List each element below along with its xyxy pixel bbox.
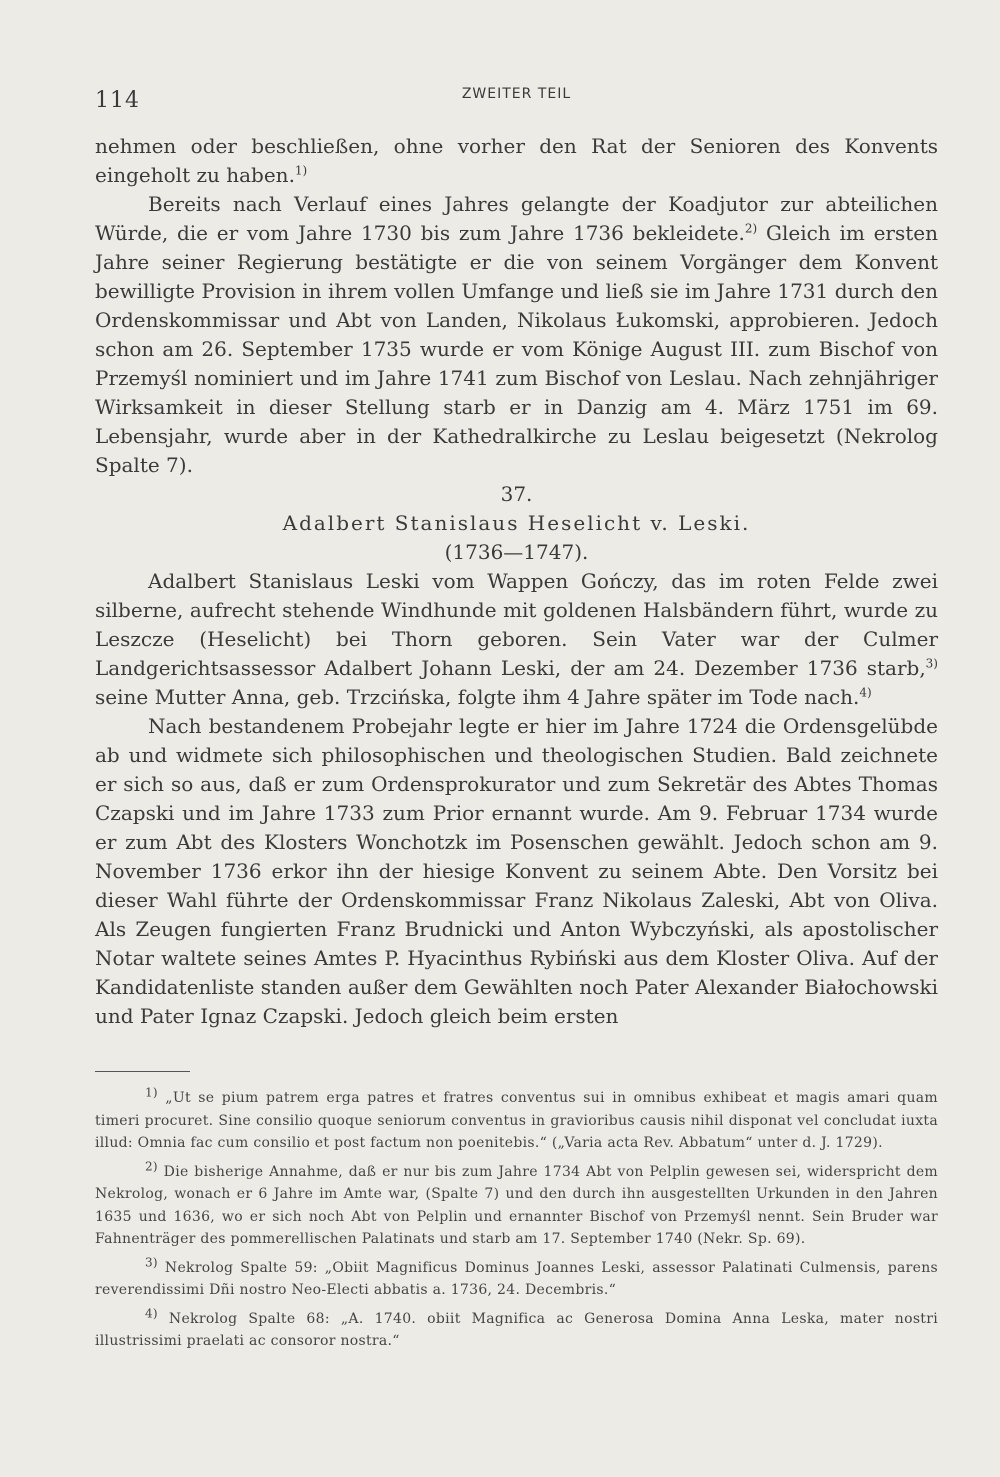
footnote-text: „Ut se pium patrem erga patres et fratres conventus sui in omnibus exhibeat et magis amari quam timeri procuret. Sine consilio quoque seniorum conventus in gravioribus causis nihil disponat vel concludat iuxta illud: Omnia fac cum consilio et post factum non poenitebis.“ („Varia acta Rev. Abbatum“ unter d. J. 1729). <box>95 1090 938 1151</box>
body-text <box>95 132 938 1031</box>
footnote-reference: 3) <box>925 656 938 671</box>
paragraph <box>95 190 938 480</box>
page-number: 114 <box>95 88 140 113</box>
paragraph-text: Gleich im ersten Jahre seiner Regierung bestätigte er die von seinem Vorgänger dem Konvent bewilligte Provision in ihrem vollen Umfange und ließ sie im Jahre 1731 durch den Ordenskommissar und Abt von Landen, Nikolaus Łukomski, approbieren. Jedoch schon am 26. September 1735 wurde er vom Könige August III. zum Bischof von Przemyśl nominiert und im Jahre 1741 zum Bischof von Leslau. Nach zehnjähriger Wirksamkeit in dieser Stellung starb er in Danzig am 4. März 1751 im 69. Lebensjahr, wurde aber in der Kathedralkirche zu Leslau beigesetzt (Nekrolog Spalte 7). <box>95 221 938 477</box>
section-years: (1736—1747). <box>444 540 589 564</box>
footnote-text: Nekrolog Spalte 68: „A. 1740. obiit Magnifica ac Generosa Domina Anna Leska, mater nostri illustrissimi praelati ac consoror nostra.“ <box>95 1310 938 1349</box>
footnote-text: Die bisherige Annahme, daß er nur bis zum Jahre 1734 Abt von Pelplin gewesen sei, widerspricht dem Nekrolog, wonach er 6 Jahre im Amte war, (Spalte 7) und den durch ihn ausgestellten Urkunden in den Jahren 1635 und 1636, wo er sich noch Abt von Pelplin und ernannter Bischof von Przemyśl nennt. Sein Bruder war Fahnenträger des pommerellischen Palatinats und starb am 17. September 1740 (Nekr. Sp. 69). <box>95 1163 938 1247</box>
paragraph-text: Bereits nach Verlauf eines Jahres gelangte der Koadjutor zur abteilichen Würde, die er vom Jahre 1730 bis zum Jahre 1736 bekleidete. <box>95 192 938 245</box>
section-title: Adalbert Stanislaus Heselicht v. Leski. <box>282 511 751 535</box>
paragraph-text: seine Mutter Anna, geb. Trzcińska, folgte ihm 4 Jahre später im Tode nach. <box>95 685 860 709</box>
footnote-divider <box>95 1071 190 1072</box>
footnote <box>95 1158 938 1251</box>
footnote-marker: 4) <box>145 1305 158 1320</box>
paragraph-text: nehmen oder beschließen, ohne vorher den Rat der Senioren des Konvents eingeholt zu haben. <box>95 134 938 187</box>
paragraph-text: Adalbert Stanislaus Leski vom Wappen Gończy, das im roten Felde zwei silberne, aufrecht stehende Windhunde mit goldenen Halsbändern führt, wurde zu Leszcze (Heselicht) bei Thorn geboren. Sein Vater war der Culmer Landgerichtsassessor Adalbert Johann Leski, der am 24. Dezember 1736 starb, <box>95 569 938 680</box>
footnote-reference: 2) <box>744 221 758 236</box>
section-number: 37. <box>500 482 533 506</box>
footnote <box>95 1254 938 1302</box>
footnote-reference: 1) <box>294 163 308 178</box>
footnote-marker: 1) <box>145 1085 158 1100</box>
footnote-marker: 2) <box>145 1158 158 1173</box>
footnote <box>95 1305 938 1353</box>
footnote-reference: 4) <box>859 685 872 700</box>
paragraph: Nach bestandenem Probejahr legte er hier im Jahre 1724 die Ordensgelübde ab und widmete sich philosophischen und theologischen Studien. Bald zeichnete er sich so aus, daß er zum Ordensprokurator und zum Sekretär des Abtes Thomas Czapski und im Jahre 1733 zum Prior ernannt wurde. Am 9. Februar 1734 wurde er zum Abt des Klosters Wonchotzk im Posenschen gewählt. Jedoch schon am 9. November 1736 erkor ihn der hiesige Konvent zu seinem Abte. Den Vorsitz bei dieser Wahl führte der Ordenskommissar Franz Nikolaus Zaleski, Abt von Oliva. Als Zeugen fungierten Franz Brudnicki und Anton Wybczyński, als apostolischer Notar waltete seines Amtes P. Hyacinthus Rybiński aus dem Kloster Oliva. Auf der Kandidatenliste standen außer dem Gewählten noch Pater Alexander Białochowski und Pater Ignaz Czapski. Jedoch gleich beim ersten <box>95 714 938 1028</box>
footnote-marker: 3) <box>145 1254 158 1269</box>
running-title: ZWEITER TEIL <box>461 86 572 102</box>
footnote <box>95 1087 938 1155</box>
page-header <box>95 84 938 114</box>
footnotes <box>95 1087 938 1359</box>
footnote-text: Nekrolog Spalte 59: „Obiit Magnificus Dominus Joannes Leski, assessor Palatinati Culmensis, parens reverendissimi Dñi nostro Neo-Electi abbatis a. 1736, 24. Decembris.“ <box>95 1259 938 1298</box>
paragraph <box>95 567 938 712</box>
paragraph <box>95 132 938 190</box>
